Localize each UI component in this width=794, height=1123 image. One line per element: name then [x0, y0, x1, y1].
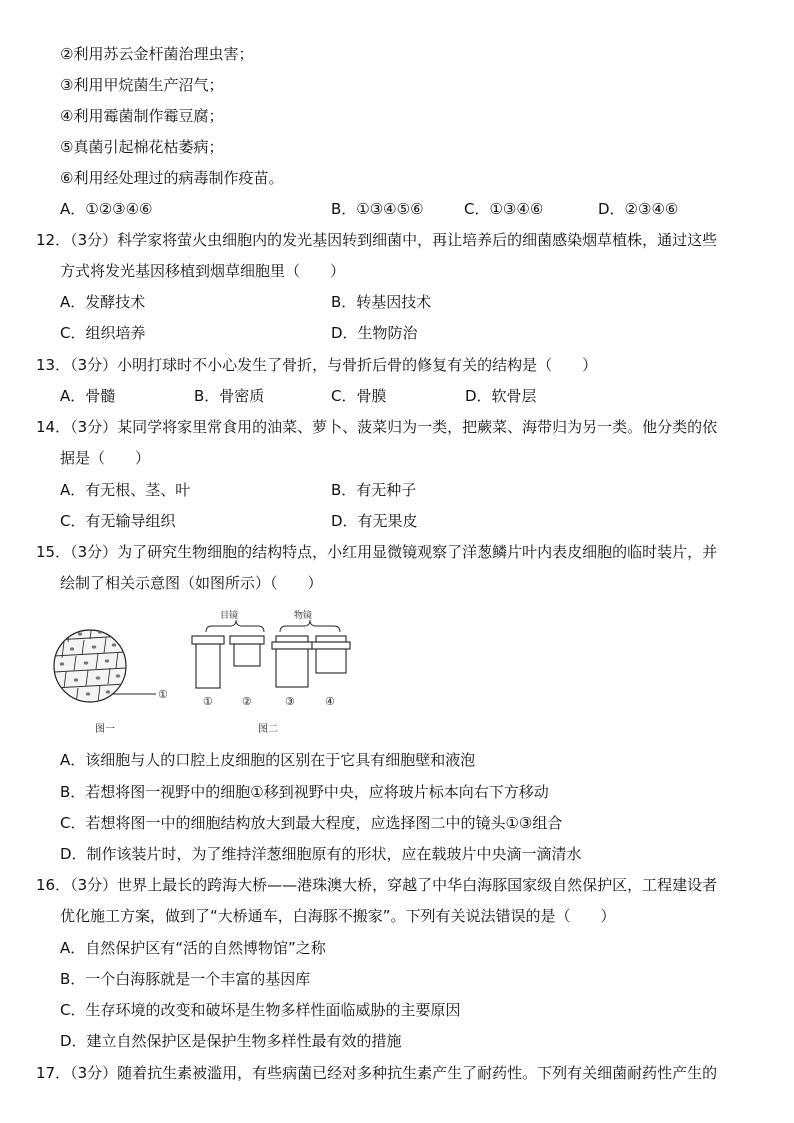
- q15-option-a: A．该细胞与人的口腔上皮细胞的区别在于它具有细胞壁和液泡: [60, 751, 476, 769]
- objective-label: 物镜: [294, 611, 313, 621]
- q14-stem-line2: 据是（ ）: [60, 449, 151, 467]
- q11-item-2: ②利用苏云金杆菌治理虫害；: [60, 45, 254, 63]
- q12-stem-line2: 方式将发光基因移植到烟草细胞里（ ）: [60, 262, 346, 280]
- q16-option-d: D．建立自然保护区是保护生物多样性最有效的措施: [60, 1032, 402, 1050]
- cell-pointer-label: ①: [158, 688, 168, 701]
- q11-option-a: A．①②③④⑥: [60, 200, 153, 218]
- q13-option-b: B．骨密质: [194, 387, 265, 405]
- q13-stem: 13．（3分）小明打球时不小心发生了骨折，与骨折后骨的修复有关的结构是（ ）: [36, 356, 598, 374]
- eyepiece-label: 目镜: [220, 611, 239, 621]
- q12-option-a: A．发酵技术: [60, 293, 146, 311]
- q15-option-d: D．制作该装片时，为了维持洋葱细胞原有的形状，应在载玻片中央滴一滴清水: [60, 845, 582, 863]
- q17-stem-line1: 17．（3分）随着抗生素被滥用，有些病菌已经对多种抗生素产生了耐药性。下列有关细菌耐药性产生的: [36, 1064, 718, 1082]
- q11-item-3: ③利用甲烷菌生产沼气；: [60, 76, 224, 94]
- q11-item-5: ⑤真菌引起棉花枯萎病；: [60, 138, 224, 156]
- q11-option-d: D．②③④⑥: [598, 200, 679, 218]
- q11-option-b: B．①③④⑤⑥: [331, 200, 424, 218]
- q16-stem-line2: 优化施工方案，做到了“大桥通车，白海豚不搬家”。下列有关说法错误的是（ ）: [60, 907, 616, 925]
- q14-stem-line1: 14．（3分）某同学将家里常食用的油菜、萝卜、菠菜归为一类，把蕨菜、海带归为另一类。他分类的依: [36, 418, 718, 436]
- q16-option-b: B．一个白海豚就是一个丰富的基因库: [60, 970, 311, 988]
- q14-option-d: D．有无果皮: [331, 512, 418, 530]
- q14-option-c: C．有无输导组织: [60, 512, 176, 530]
- eyepiece-brace: [206, 620, 264, 632]
- q12-option-b: B．转基因技术: [331, 293, 432, 311]
- microscope-figure: [50, 606, 370, 736]
- eyepiece-lens-2: [230, 636, 264, 666]
- eyepiece-lens-1: [192, 636, 224, 688]
- figure2-label: 图二: [258, 724, 278, 735]
- q15-stem-line2: 绘制了相关示意图（如图所示）（ ）: [60, 574, 323, 592]
- q11-item-6: ⑥利用经处理过的病毒制作疫苗。: [60, 169, 284, 187]
- lens-label-4: ④: [325, 695, 335, 708]
- q16-option-c: C．生存环境的改变和破坏是生物多样性面临威胁的主要原因: [60, 1001, 461, 1019]
- figure1-label: 图一: [95, 724, 115, 735]
- q13-option-d: D．软骨层: [465, 387, 537, 405]
- q15-option-c: C．若想将图一中的细胞结构放大到最大程度，应选择图二中的镜头①③组合: [60, 814, 563, 832]
- q11-item-4: ④利用霉菌制作霉豆腐；: [60, 107, 224, 125]
- field-of-view-figure1: [54, 624, 156, 704]
- q12-stem-line1: 12．（3分）科学家将萤火虫细胞内的发光基因转到细菌中，再让培养后的细菌感染烟草植株，通过这些: [36, 231, 718, 249]
- q16-option-a: A．自然保护区有“活的自然博物馆”之称: [60, 939, 326, 957]
- q14-option-b: B．有无种子: [331, 481, 417, 499]
- q14-option-a: A．有无根、茎、叶: [60, 481, 191, 499]
- lens-label-1: ①: [203, 695, 213, 708]
- q15-option-b: B．若想将图一视野中的细胞①移到视野中央，应将玻片标本向右下方移动: [60, 783, 549, 801]
- q12-option-d: D．生物防治: [331, 324, 418, 342]
- objective-brace: [280, 620, 340, 632]
- objective-lens-3: [272, 636, 312, 687]
- q15-stem-line1: 15．（3分）为了研究生物细胞的结构特点，小红用显微镜观察了洋葱鳞片叶内表皮细胞的临时装片，并: [36, 543, 718, 561]
- q13-option-a: A．骨髓: [60, 387, 116, 405]
- q13-option-c: C．骨膜: [331, 387, 387, 405]
- q16-stem-line1: 16．（3分）世界上最长的跨海大桥——港珠澳大桥，穿越了中华白海豚国家级自然保护区，工程建设者: [36, 876, 718, 894]
- q12-option-c: C．组织培养: [60, 324, 146, 342]
- lens-label-2: ②: [242, 695, 252, 708]
- q11-option-c: C．①③④⑥: [464, 200, 544, 218]
- objective-lens-4: [312, 636, 350, 673]
- lens-label-3: ③: [285, 695, 295, 708]
